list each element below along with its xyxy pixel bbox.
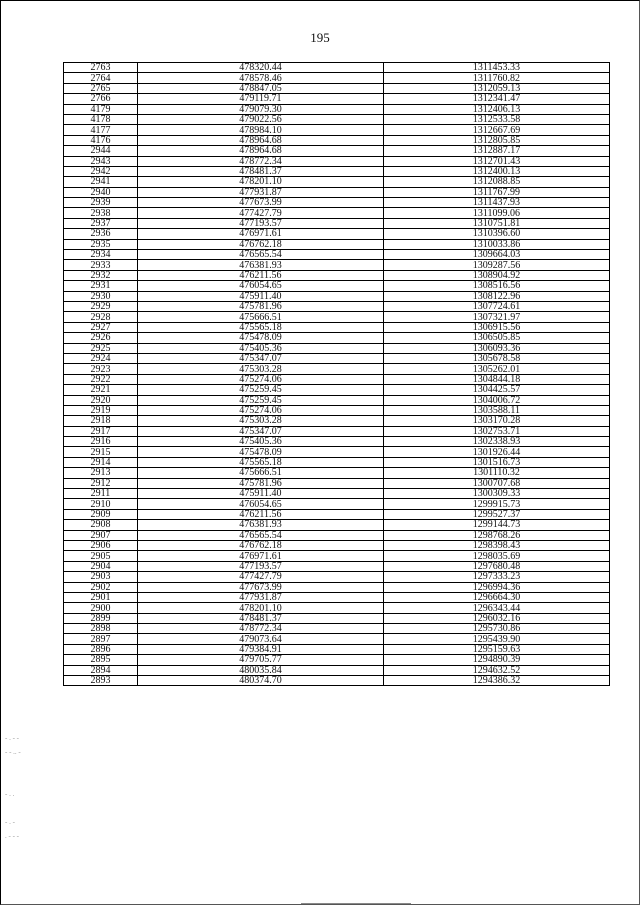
x-coordinate-cell: 480035.84 <box>138 665 384 675</box>
x-coordinate-cell: 477193.57 <box>138 561 384 571</box>
x-coordinate-cell: 475347.07 <box>138 353 384 363</box>
y-coordinate-cell: 1311760.82 <box>384 73 610 83</box>
point-number-cell: 2906 <box>64 540 138 550</box>
x-coordinate-cell: 475274.06 <box>138 405 384 415</box>
x-coordinate-cell: 478772.34 <box>138 156 384 166</box>
y-coordinate-cell: 1312667.69 <box>384 125 610 135</box>
table-row <box>64 478 610 488</box>
table-row <box>64 353 610 363</box>
x-coordinate-cell: 478964.68 <box>138 135 384 145</box>
table-row <box>64 395 610 405</box>
point-number-cell: 2934 <box>64 250 138 260</box>
point-number-cell: 2914 <box>64 457 138 467</box>
y-coordinate-cell: 1302753.71 <box>384 426 610 436</box>
point-number-cell: 2931 <box>64 281 138 291</box>
x-coordinate-cell: 477673.99 <box>138 198 384 208</box>
y-coordinate-cell: 1303588.11 <box>384 405 610 415</box>
y-coordinate-cell: 1295439.90 <box>384 634 610 644</box>
y-coordinate-cell: 1297333.23 <box>384 572 610 582</box>
y-coordinate-cell: 1308904.92 <box>384 270 610 280</box>
x-coordinate-cell: 475666.51 <box>138 468 384 478</box>
y-coordinate-cell: 1310396.60 <box>384 229 610 239</box>
point-number-cell: 2901 <box>64 592 138 602</box>
point-number-cell: 2899 <box>64 613 138 623</box>
table-row <box>64 343 610 353</box>
y-coordinate-cell: 1311453.33 <box>384 63 610 73</box>
point-number-cell: 2893 <box>64 676 138 686</box>
x-coordinate-cell: 476565.54 <box>138 250 384 260</box>
x-coordinate-cell: 476762.18 <box>138 540 384 550</box>
x-coordinate-cell: 478578.46 <box>138 73 384 83</box>
table-row <box>64 613 610 623</box>
x-coordinate-cell: 475478.09 <box>138 333 384 343</box>
x-coordinate-cell: 478320.44 <box>138 63 384 73</box>
page-number: 195 <box>310 30 330 45</box>
point-number-cell: 2932 <box>64 270 138 280</box>
table-row <box>64 655 610 665</box>
point-number-cell: 2905 <box>64 551 138 561</box>
point-number-cell: 2930 <box>64 291 138 301</box>
y-coordinate-cell: 1296994.36 <box>384 582 610 592</box>
table-row <box>64 572 610 582</box>
coordinates-table-body <box>64 63 610 686</box>
table-row <box>64 94 610 104</box>
point-number-cell: 2942 <box>64 166 138 176</box>
y-coordinate-cell: 1312887.17 <box>384 146 610 156</box>
table-row <box>64 520 610 530</box>
y-coordinate-cell: 1303170.28 <box>384 416 610 426</box>
point-number-cell: 2911 <box>64 489 138 499</box>
margin-scan-marks: - . - - - - .. - - . . - . - . - - - <box>5 734 21 840</box>
x-coordinate-cell: 475405.36 <box>138 343 384 353</box>
point-number-cell: 2941 <box>64 177 138 187</box>
y-coordinate-cell: 1295730.86 <box>384 624 610 634</box>
x-coordinate-cell: 475911.40 <box>138 291 384 301</box>
y-coordinate-cell: 1304425.57 <box>384 385 610 395</box>
table-row <box>64 509 610 519</box>
x-coordinate-cell: 478481.37 <box>138 613 384 623</box>
y-coordinate-cell: 1304844.18 <box>384 374 610 384</box>
point-number-cell: 2925 <box>64 343 138 353</box>
point-number-cell: 2916 <box>64 437 138 447</box>
x-coordinate-cell: 477931.87 <box>138 592 384 602</box>
y-coordinate-cell: 1312400.13 <box>384 166 610 176</box>
y-coordinate-cell: 1312805.85 <box>384 135 610 145</box>
x-coordinate-cell: 475303.28 <box>138 364 384 374</box>
x-coordinate-cell: 475781.96 <box>138 301 384 311</box>
x-coordinate-cell: 478481.37 <box>138 166 384 176</box>
y-coordinate-cell: 1307724.61 <box>384 301 610 311</box>
x-coordinate-cell: 475478.09 <box>138 447 384 457</box>
table-row <box>64 665 610 675</box>
x-coordinate-cell: 477427.79 <box>138 208 384 218</box>
table-row <box>64 499 610 509</box>
x-coordinate-cell: 478201.10 <box>138 177 384 187</box>
point-number-cell: 2907 <box>64 530 138 540</box>
table-row <box>64 83 610 93</box>
x-coordinate-cell: 477931.87 <box>138 187 384 197</box>
x-coordinate-cell: 475666.51 <box>138 312 384 322</box>
table-row <box>64 405 610 415</box>
table-row <box>64 104 610 114</box>
point-number-cell: 2944 <box>64 146 138 156</box>
y-coordinate-cell: 1312701.43 <box>384 156 610 166</box>
x-coordinate-cell: 478772.34 <box>138 624 384 634</box>
y-coordinate-cell: 1300707.68 <box>384 478 610 488</box>
y-coordinate-cell: 1310751.81 <box>384 218 610 228</box>
y-coordinate-cell: 1296664.30 <box>384 592 610 602</box>
table-row <box>64 239 610 249</box>
point-number-cell: 2938 <box>64 208 138 218</box>
point-number-cell: 2764 <box>64 73 138 83</box>
y-coordinate-cell: 1299144.73 <box>384 520 610 530</box>
x-coordinate-cell: 476565.54 <box>138 530 384 540</box>
table-row <box>64 229 610 239</box>
y-coordinate-cell: 1306093.36 <box>384 343 610 353</box>
x-coordinate-cell: 479384.91 <box>138 644 384 654</box>
y-coordinate-cell: 1306915.56 <box>384 322 610 332</box>
table-row <box>64 540 610 550</box>
point-number-cell: 2937 <box>64 218 138 228</box>
table-row <box>64 426 610 436</box>
table-row <box>64 301 610 311</box>
x-coordinate-cell: 476054.65 <box>138 281 384 291</box>
point-number-cell: 2903 <box>64 572 138 582</box>
point-number-cell: 2898 <box>64 624 138 634</box>
table-row <box>64 135 610 145</box>
y-coordinate-cell: 1295159.63 <box>384 644 610 654</box>
x-coordinate-cell: 479073.64 <box>138 634 384 644</box>
x-coordinate-cell: 478847.05 <box>138 83 384 93</box>
point-number-cell: 2913 <box>64 468 138 478</box>
x-coordinate-cell: 476381.93 <box>138 520 384 530</box>
x-coordinate-cell: 475781.96 <box>138 478 384 488</box>
point-number-cell: 4176 <box>64 135 138 145</box>
point-number-cell: 2918 <box>64 416 138 426</box>
table-row <box>64 322 610 332</box>
point-number-cell: 2943 <box>64 156 138 166</box>
y-coordinate-cell: 1305678.58 <box>384 353 610 363</box>
y-coordinate-cell: 1298035.69 <box>384 551 610 561</box>
x-coordinate-cell: 479705.77 <box>138 655 384 665</box>
point-number-cell: 2900 <box>64 603 138 613</box>
x-coordinate-cell: 478201.10 <box>138 603 384 613</box>
point-number-cell: 2940 <box>64 187 138 197</box>
y-coordinate-cell: 1294890.39 <box>384 655 610 665</box>
point-number-cell: 2933 <box>64 260 138 270</box>
point-number-cell: 2924 <box>64 353 138 363</box>
x-coordinate-cell: 475911.40 <box>138 489 384 499</box>
y-coordinate-cell: 1311767.99 <box>384 187 610 197</box>
point-number-cell: 2921 <box>64 385 138 395</box>
table-row <box>64 468 610 478</box>
table-row <box>64 603 610 613</box>
table-row <box>64 146 610 156</box>
y-coordinate-cell: 1312406.13 <box>384 104 610 114</box>
y-coordinate-cell: 1301926.44 <box>384 447 610 457</box>
table-row <box>64 592 610 602</box>
y-coordinate-cell: 1294386.32 <box>384 676 610 686</box>
y-coordinate-cell: 1299915.73 <box>384 499 610 509</box>
point-number-cell: 2917 <box>64 426 138 436</box>
point-number-cell: 2919 <box>64 405 138 415</box>
y-coordinate-cell: 1301516.73 <box>384 457 610 467</box>
table-row <box>64 260 610 270</box>
point-number-cell: 2935 <box>64 239 138 249</box>
point-number-cell: 2765 <box>64 83 138 93</box>
x-coordinate-cell: 476054.65 <box>138 499 384 509</box>
point-number-cell: 4179 <box>64 104 138 114</box>
table-row <box>64 634 610 644</box>
point-number-cell: 2928 <box>64 312 138 322</box>
x-coordinate-cell: 478984.10 <box>138 125 384 135</box>
table-row <box>64 114 610 124</box>
point-number-cell: 2912 <box>64 478 138 488</box>
y-coordinate-cell: 1304006.72 <box>384 395 610 405</box>
table-row <box>64 156 610 166</box>
y-coordinate-cell: 1307321.97 <box>384 312 610 322</box>
point-number-cell: 2908 <box>64 520 138 530</box>
x-coordinate-cell: 476211.56 <box>138 509 384 519</box>
point-number-cell: 4177 <box>64 125 138 135</box>
table-row <box>64 374 610 384</box>
table-row <box>64 489 610 499</box>
table-row <box>64 270 610 280</box>
point-number-cell: 2894 <box>64 665 138 675</box>
y-coordinate-cell: 1312533.58 <box>384 114 610 124</box>
y-coordinate-cell: 1312059.13 <box>384 83 610 93</box>
y-coordinate-cell: 1299527.37 <box>384 509 610 519</box>
y-coordinate-cell: 1312088.85 <box>384 177 610 187</box>
x-coordinate-cell: 475347.07 <box>138 426 384 436</box>
x-coordinate-cell: 476381.93 <box>138 260 384 270</box>
x-coordinate-cell: 477193.57 <box>138 218 384 228</box>
x-coordinate-cell: 477427.79 <box>138 572 384 582</box>
x-coordinate-cell: 475259.45 <box>138 395 384 405</box>
point-number-cell: 2763 <box>64 63 138 73</box>
x-coordinate-cell: 475274.06 <box>138 374 384 384</box>
table-row <box>64 198 610 208</box>
point-number-cell: 2895 <box>64 655 138 665</box>
x-coordinate-cell: 479119.71 <box>138 94 384 104</box>
table-row <box>64 457 610 467</box>
table-row <box>64 437 610 447</box>
table-row <box>64 177 610 187</box>
table-row <box>64 208 610 218</box>
y-coordinate-cell: 1310033.86 <box>384 239 610 249</box>
y-coordinate-cell: 1300309.33 <box>384 489 610 499</box>
point-number-cell: 2920 <box>64 395 138 405</box>
x-coordinate-cell: 478964.68 <box>138 146 384 156</box>
table-row <box>64 125 610 135</box>
y-coordinate-cell: 1308122.96 <box>384 291 610 301</box>
point-number-cell: 4178 <box>64 114 138 124</box>
point-number-cell: 2929 <box>64 301 138 311</box>
x-coordinate-cell: 475565.18 <box>138 322 384 332</box>
x-coordinate-cell: 475565.18 <box>138 457 384 467</box>
x-coordinate-cell: 479022.56 <box>138 114 384 124</box>
y-coordinate-cell: 1298398.43 <box>384 540 610 550</box>
x-coordinate-cell: 475259.45 <box>138 385 384 395</box>
table-row <box>64 250 610 260</box>
table-row <box>64 582 610 592</box>
table-row <box>64 312 610 322</box>
x-coordinate-cell: 475405.36 <box>138 437 384 447</box>
point-number-cell: 2897 <box>64 634 138 644</box>
table-row <box>64 644 610 654</box>
y-coordinate-cell: 1297680.48 <box>384 561 610 571</box>
table-row <box>64 281 610 291</box>
y-coordinate-cell: 1296343.44 <box>384 603 610 613</box>
x-coordinate-cell: 476211.56 <box>138 270 384 280</box>
y-coordinate-cell: 1309287.56 <box>384 260 610 270</box>
table-row <box>64 530 610 540</box>
table-row <box>64 385 610 395</box>
point-number-cell: 2910 <box>64 499 138 509</box>
x-coordinate-cell: 479079.30 <box>138 104 384 114</box>
x-coordinate-cell: 475303.28 <box>138 416 384 426</box>
table-row <box>64 333 610 343</box>
table-row <box>64 447 610 457</box>
y-coordinate-cell: 1309664.03 <box>384 250 610 260</box>
point-number-cell: 2766 <box>64 94 138 104</box>
table-row <box>64 416 610 426</box>
footer-rule <box>301 903 411 904</box>
table-row <box>64 551 610 561</box>
y-coordinate-cell: 1312341.47 <box>384 94 610 104</box>
table-row <box>64 364 610 374</box>
table-row <box>64 218 610 228</box>
point-number-cell: 2904 <box>64 561 138 571</box>
table-row <box>64 291 610 301</box>
x-coordinate-cell: 476971.61 <box>138 551 384 561</box>
y-coordinate-cell: 1294632.52 <box>384 665 610 675</box>
point-number-cell: 2927 <box>64 322 138 332</box>
table-row <box>64 73 610 83</box>
y-coordinate-cell: 1301110.32 <box>384 468 610 478</box>
point-number-cell: 2909 <box>64 509 138 519</box>
y-coordinate-cell: 1306505.85 <box>384 333 610 343</box>
y-coordinate-cell: 1302338.93 <box>384 437 610 447</box>
x-coordinate-cell: 476762.18 <box>138 239 384 249</box>
point-number-cell: 2936 <box>64 229 138 239</box>
y-coordinate-cell: 1311099.06 <box>384 208 610 218</box>
table-row <box>64 166 610 176</box>
table-row <box>64 187 610 197</box>
x-coordinate-cell: 480374.70 <box>138 676 384 686</box>
y-coordinate-cell: 1298768.26 <box>384 530 610 540</box>
y-coordinate-cell: 1311437.93 <box>384 198 610 208</box>
x-coordinate-cell: 477673.99 <box>138 582 384 592</box>
point-number-cell: 2922 <box>64 374 138 384</box>
point-number-cell: 2915 <box>64 447 138 457</box>
point-number-cell: 2896 <box>64 644 138 654</box>
y-coordinate-cell: 1305262.01 <box>384 364 610 374</box>
x-coordinate-cell: 476971.61 <box>138 229 384 239</box>
table-row <box>64 676 610 686</box>
table-row <box>64 561 610 571</box>
y-coordinate-cell: 1296032.16 <box>384 613 610 623</box>
coordinates-table <box>63 62 610 686</box>
table-row <box>64 63 610 73</box>
point-number-cell: 2923 <box>64 364 138 374</box>
point-number-cell: 2902 <box>64 582 138 592</box>
table-row <box>64 624 610 634</box>
y-coordinate-cell: 1308516.56 <box>384 281 610 291</box>
point-number-cell: 2926 <box>64 333 138 343</box>
point-number-cell: 2939 <box>64 198 138 208</box>
